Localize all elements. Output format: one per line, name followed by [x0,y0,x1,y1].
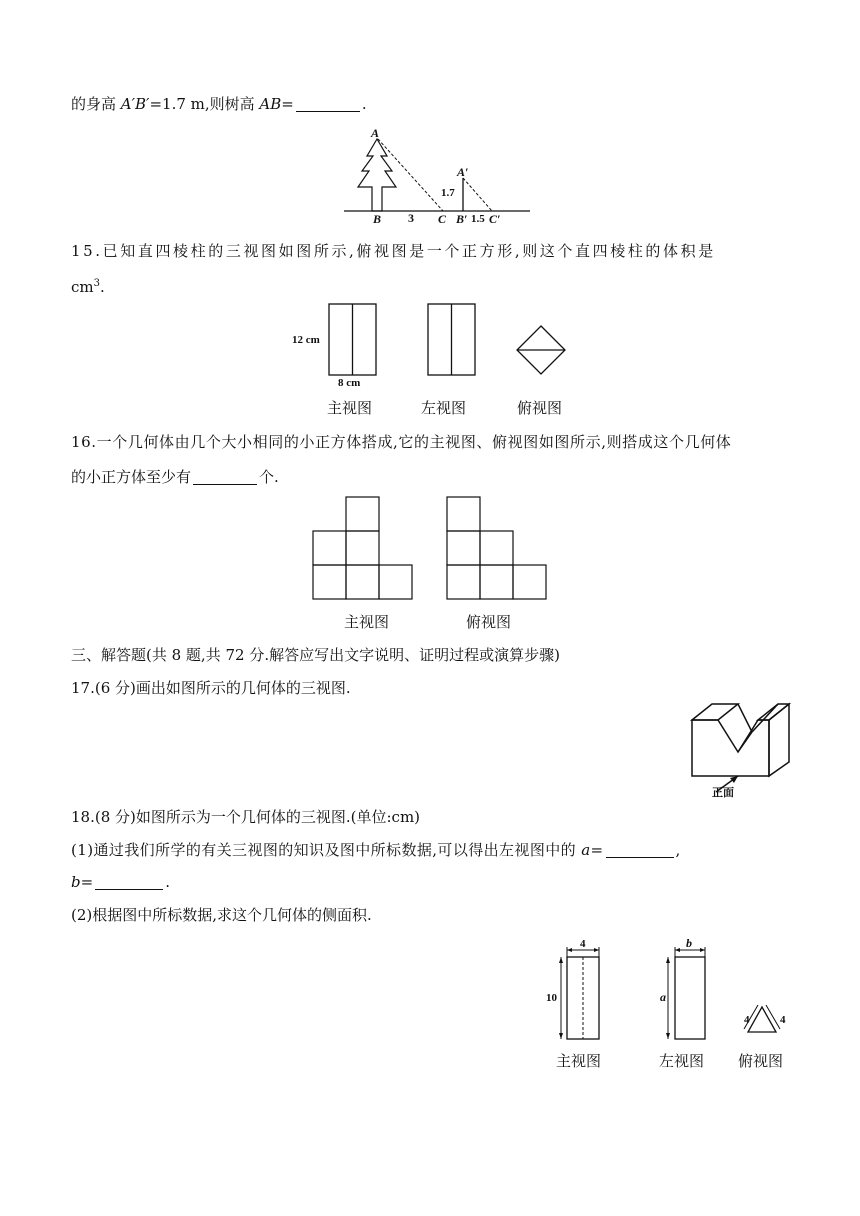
q17-front-face [692,720,769,776]
q16-views [0,490,860,610]
label-b-prime: B′ [456,212,468,226]
q18-a-label: a [660,990,666,1004]
q18-side1-label: 4 [744,1014,750,1026]
q14-var-ab: AB [259,95,282,113]
q14-tree-figure [0,0,860,240]
label-1-7: 1.7 [441,187,455,199]
label-c: C [438,212,447,226]
q17-front-label: 正面 [712,787,734,799]
q18-answer-a-blank[interactable] [606,841,674,858]
q18-b-label: b [686,936,692,950]
q15-width-label: 8 cm [338,377,361,389]
q18-p1-end: . [165,873,170,891]
q18-top-view [748,1007,776,1032]
q16-answer-blank[interactable] [193,468,257,485]
q15-three-views [0,290,860,410]
q16-line1: 16.一个几何体由几个大小相同的小正方体搭成,它的主视图、俯视图如图所示,则搭成这个几何体 [71,433,732,451]
q15-unit: cm [71,278,94,296]
q18-caption-front: 主视图 [556,1052,602,1070]
q18-three-views [0,935,860,1055]
label-3: 3 [408,211,414,225]
q16-line2 [71,467,279,487]
q16-text-b: 个. [259,468,279,486]
section3-title: 三、解答题(共 8 题,共 72 分.解答应写出文字说明、证明过程或演算步骤) [71,646,560,664]
q18-caption-top: 俯视图 [738,1052,784,1070]
q17-right-face [769,704,789,776]
q14-text-end: . [361,95,367,113]
person-shadow-ray [463,178,492,211]
q18-width-label: 4 [580,938,586,950]
q17-solid-figure [0,690,860,800]
q18-left-view [675,957,705,1039]
q15-line1: 15.已知直四棱柱的三视图如图所示,俯视图是一个正方形,则这个直四棱柱的体积是 [71,242,716,260]
q15-caption-left: 左视图 [421,399,467,417]
q18-height-label: 10 [546,992,557,1004]
q18-p1-text-a: (1)通过我们所学的有关三视图的知识及图中所标数据,可以得出左视图中的 [71,841,582,859]
q18-p1-comma: , [675,841,681,859]
q18-p1-eq-b: = [80,873,94,891]
q14-text-a: 的身高 [71,95,121,113]
q14-text-b: =1.7 m,则树高 [149,95,260,113]
label-1-5: 1.5 [471,213,485,225]
label-a: A [371,126,380,140]
q14-var-ab-prime: A′B′ [120,95,150,113]
label-b: B [373,212,382,226]
q18-answer-b-blank[interactable] [95,873,163,890]
label-a-prime: A′ [457,165,469,179]
q18-var-b: b [71,873,81,891]
q18-caption-left: 左视图 [659,1052,705,1070]
q16-text-a: 的小正方体至少有 [71,468,192,486]
q18-p1-line1 [71,840,681,860]
q16-front-view [313,497,412,599]
q15-end: . [100,278,105,296]
q17-text: 17.(6 分)画出如图所示的几何体的三视图. [71,679,351,697]
q18-side2-label: 4 [780,1014,786,1026]
q16-caption-front: 主视图 [344,613,390,631]
q16-top-view [447,497,546,599]
q15-caption-top: 俯视图 [517,399,563,417]
q18-p1-eq-a: = [590,841,604,859]
tree-drawing [358,139,396,211]
q18-text: 18.(8 分)如图所示为一个几何体的三视图.(单位:cm) [71,808,421,826]
q15-caption-front: 主视图 [327,399,373,417]
q18-p1-line2 [71,872,170,892]
q18-p2: (2)根据图中所标数据,求这个几何体的侧面积. [71,906,372,924]
q14-text-c: = [281,95,294,113]
q15-unit-sup: 3 [93,278,100,289]
q18-var-a: a [581,841,591,859]
label-c-prime: C′ [489,212,501,226]
q16-caption-top: 俯视图 [466,613,512,631]
q15-height-label: 12 cm [292,334,320,346]
